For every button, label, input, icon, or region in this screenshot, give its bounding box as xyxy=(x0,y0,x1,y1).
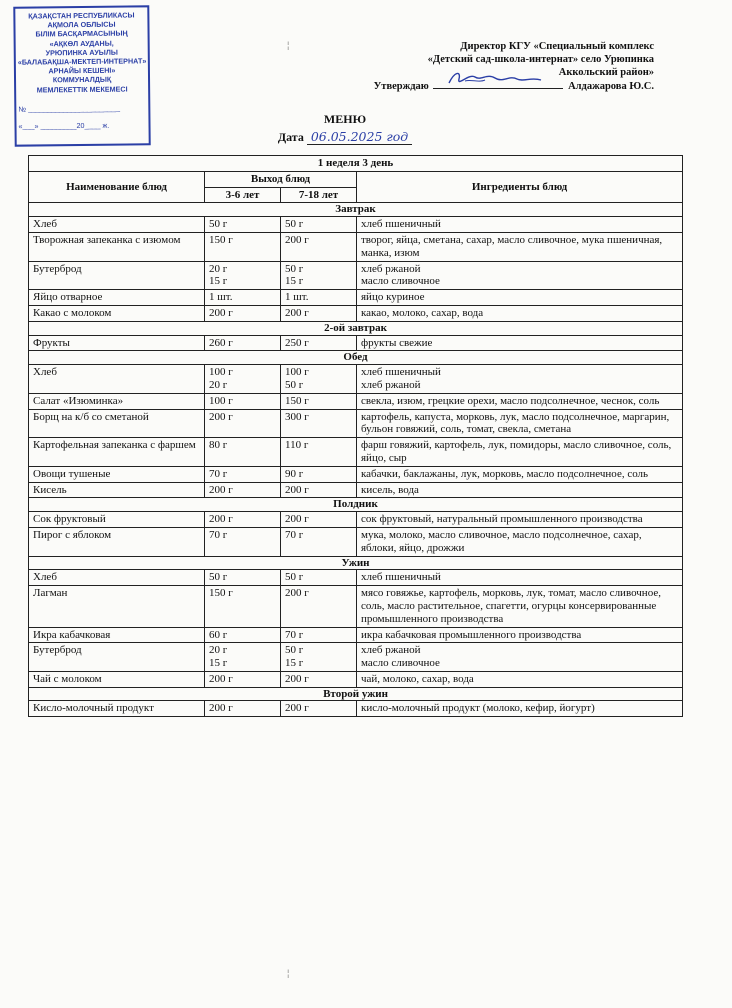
ingredients-value: хлеб пшеничный xyxy=(361,218,441,231)
dish-name: Чай с молоком xyxy=(29,671,205,687)
ingredients-value: мясо говяжье, картофель, морковь, лук, томат, масло сливочное, соль, масло растительное, спагетти, огурцы консервированные промышленного производства xyxy=(361,587,661,625)
table-row xyxy=(29,365,683,394)
portion-7-18-cell xyxy=(281,261,357,290)
date-label: Дата xyxy=(277,130,304,144)
section-row xyxy=(29,498,683,512)
scan-mark: ¦ xyxy=(287,40,290,50)
table-row xyxy=(29,393,683,409)
portion-3-6-cell xyxy=(205,217,281,233)
portion-7-18-value: 50 г xyxy=(285,571,304,584)
approver-name: Алдажарова Ю.С. xyxy=(568,81,654,92)
section-row xyxy=(29,687,683,701)
table-row xyxy=(29,305,683,321)
approve-line xyxy=(324,79,654,93)
ingredients-value: хлеб пшеничный xyxy=(361,571,441,584)
ingredients-cell xyxy=(357,393,683,409)
scan-mark: ¦ xyxy=(287,968,290,978)
portion-3-6-value: 100 г xyxy=(209,394,233,407)
ingredients-cell xyxy=(357,409,683,438)
date-value: 06.05.2025 год xyxy=(307,129,412,145)
portion-3-6-value: 20 г xyxy=(209,644,228,657)
portion-7-18-cell xyxy=(281,409,357,438)
ingredients-value: кисло-молочный продукт (молоко, кефир, йогурт) xyxy=(361,702,595,715)
portion-3-6-cell xyxy=(205,482,281,498)
portion-7-18-cell xyxy=(281,217,357,233)
ingredients-cell xyxy=(357,290,683,306)
ingredients-value: фарш говяжий, картофель, лук, помидоры, масло сливочное, соль, яйцо, сыр xyxy=(361,439,672,464)
ingredients-value: творог, яйца, сметана, сахар, масло сливочное, мука пшеничная, манка, изюм xyxy=(361,233,663,259)
page-title: МЕНЮ xyxy=(323,112,367,126)
portion-3-6-value: 50 г xyxy=(209,571,228,584)
dish-name: Бутерброд xyxy=(29,261,205,290)
signature-icon xyxy=(445,67,545,89)
portion-3-6-cell xyxy=(205,627,281,643)
dish-name: Хлеб xyxy=(29,217,205,233)
portion-3-6-value: 200 г xyxy=(209,306,233,319)
dish-name: Икра кабачковая xyxy=(29,627,205,643)
stamp-number: № _______________________ xyxy=(18,103,121,114)
dish-name: Бутерброд xyxy=(29,643,205,672)
ingredients-value: фрукты свежие xyxy=(361,336,433,349)
portion-3-6-value: 150 г xyxy=(209,233,233,246)
portion-3-6-cell xyxy=(205,305,281,321)
ingredients-cell xyxy=(357,627,683,643)
portion-3-6-cell xyxy=(205,261,281,290)
portion-3-6-cell xyxy=(205,671,281,687)
portion-3-6-cell xyxy=(205,290,281,306)
col-header-name: Наименование блюд xyxy=(29,171,205,203)
table-row xyxy=(29,570,683,586)
portion-3-6-value: 15 г xyxy=(209,275,228,288)
stamp-line: «АҚКӨЛ АУДАНЫ, xyxy=(49,38,114,48)
portion-3-6-cell xyxy=(205,512,281,528)
section-title: Полдник xyxy=(29,498,683,512)
portion-7-18-cell xyxy=(281,512,357,528)
section-title: 2-ой завтрак xyxy=(29,321,683,335)
table-row xyxy=(29,261,683,290)
portion-7-18-value: 200 г xyxy=(285,672,309,685)
table-row xyxy=(29,438,683,467)
table-row xyxy=(29,290,683,306)
portion-7-18-value: 100 г xyxy=(285,366,309,379)
portion-7-18-value: 110 г xyxy=(285,439,309,452)
portion-3-6-value: 100 г xyxy=(209,366,233,379)
section-row xyxy=(29,556,683,570)
ingredients-value: кисель, вода xyxy=(361,483,419,496)
portion-3-6-cell xyxy=(205,232,281,261)
header-line: Директор КГУ «Специальный комплекс xyxy=(460,41,654,52)
table-row xyxy=(29,482,683,498)
ingredients-value: яйцо куриное xyxy=(361,291,425,304)
portion-3-6-value: 60 г xyxy=(209,628,228,641)
dish-name: Лагман xyxy=(29,586,205,627)
week-day-header: 1 неделя 3 день xyxy=(29,156,683,172)
ingredients-value: мука, молоко, масло сливочное, масло подсолнечное, сахар, яблоки, яйцо, дрожжи xyxy=(361,528,642,554)
table-row xyxy=(29,627,683,643)
portion-7-18-value: 50 г xyxy=(285,262,304,275)
table-row xyxy=(29,512,683,528)
portion-3-6-cell xyxy=(205,527,281,556)
stamp-line: АРНАЙЫ КЕШЕНІ» xyxy=(48,65,116,76)
portion-7-18-cell xyxy=(281,393,357,409)
table-header-row xyxy=(29,171,683,187)
approval-header xyxy=(324,40,654,93)
portion-7-18-value: 90 г xyxy=(285,467,304,480)
portion-3-6-value: 200 г xyxy=(209,702,233,715)
portion-7-18-cell xyxy=(281,482,357,498)
portion-3-6-cell xyxy=(205,586,281,627)
portion-7-18-value: 15 г xyxy=(285,275,304,288)
dish-name: Хлеб xyxy=(29,365,205,394)
portion-7-18-value: 250 г xyxy=(285,336,309,349)
dish-name: Картофельная запеканка с фаршем xyxy=(29,438,205,467)
portion-3-6-value: 1 шт. xyxy=(209,291,233,304)
portion-7-18-cell xyxy=(281,671,357,687)
portion-7-18-value: 200 г xyxy=(285,702,309,715)
ingredients-cell xyxy=(357,335,683,351)
dish-name: Салат «Изюминка» xyxy=(29,393,205,409)
dish-name: Кисель xyxy=(29,482,205,498)
table-row xyxy=(29,409,683,438)
stamp-line: МЕМЛЕКЕТТІК МЕКЕМЕСІ xyxy=(36,84,128,95)
date-line xyxy=(0,129,690,145)
portion-7-18-cell xyxy=(281,305,357,321)
ingredients-value: чай, молоко, сахар, вода xyxy=(361,672,474,685)
header-line: «Детский сад-школа-интернат» село Урюпинка xyxy=(427,54,654,65)
stamp-line: УРЮПИНКА АУЫЛЫ xyxy=(45,47,118,58)
ingredients-value: икра кабачковая промышленного производства xyxy=(361,628,582,641)
dish-name: Овощи тушеные xyxy=(29,466,205,482)
ingredients-cell xyxy=(357,466,683,482)
portion-3-6-cell xyxy=(205,393,281,409)
portion-3-6-value: 70 г xyxy=(209,467,228,480)
portion-7-18-cell xyxy=(281,643,357,672)
portion-3-6-value: 200 г xyxy=(209,672,233,685)
ingredients-value: сок фруктовый, натуральный промышленного производства xyxy=(361,513,643,526)
portion-7-18-value: 200 г xyxy=(285,483,309,496)
ingredients-cell xyxy=(357,701,683,717)
ingredients-cell xyxy=(357,365,683,394)
dish-name: Пирог с яблоком xyxy=(29,527,205,556)
dish-name: Какао с молоком xyxy=(29,305,205,321)
portion-7-18-value: 15 г xyxy=(285,657,304,670)
section-row xyxy=(29,351,683,365)
table-row xyxy=(29,643,683,672)
table-row xyxy=(29,232,683,261)
stamp-line: АҚМОЛА ОБЛЫСЫ xyxy=(47,19,116,30)
ingredients-cell xyxy=(357,527,683,556)
ingredients-value: кабачки, баклажаны, лук, морковь, масло подсолнечное, соль xyxy=(361,467,649,480)
portion-7-18-value: 200 г xyxy=(285,513,309,526)
ingredients-cell xyxy=(357,570,683,586)
portion-7-18-cell xyxy=(281,570,357,586)
ingredients-cell xyxy=(357,586,683,627)
portion-3-6-cell xyxy=(205,643,281,672)
menu-table xyxy=(28,155,683,717)
col-header-age-3-6: 3-6 лет xyxy=(205,187,281,203)
portion-7-18-cell xyxy=(281,527,357,556)
col-header-ingredients: Ингредиенты блюд xyxy=(357,171,683,203)
ingredients-cell xyxy=(357,305,683,321)
dish-name: Творожная запеканка с изюмом xyxy=(29,232,205,261)
portion-7-18-value: 200 г xyxy=(285,306,309,319)
dish-name: Борщ на к/б со сметаной xyxy=(29,409,205,438)
ingredients-value: картофель, капуста, морковь, лук, масло подсолнечное, маргарин, бульон говяжий, соль, томат, свекла, сметана xyxy=(361,410,670,436)
portion-3-6-value: 200 г xyxy=(209,483,233,496)
ingredients-cell xyxy=(357,232,683,261)
portion-7-18-value: 70 г xyxy=(285,528,304,541)
ingredients-cell xyxy=(357,482,683,498)
portion-7-18-value: 50 г xyxy=(285,644,304,657)
dish-name: Фрукты xyxy=(29,335,205,351)
portion-7-18-value: 70 г xyxy=(285,628,304,641)
stamp-line: «БАЛАБАҚША-МЕКТЕП-ИНТЕРНАТ» xyxy=(17,56,147,67)
portion-7-18-value: 50 г xyxy=(285,218,304,231)
portion-3-6-value: 260 г xyxy=(209,336,233,349)
portion-3-6-cell xyxy=(205,365,281,394)
ingredients-value: хлеб пшеничный xyxy=(361,366,441,379)
portion-7-18-cell xyxy=(281,466,357,482)
portion-7-18-value: 200 г xyxy=(285,587,309,600)
portion-3-6-value: 200 г xyxy=(209,513,233,526)
ingredients-value: свекла, изюм, грецкие орехи, масло подсолнечное, чеснок, соль xyxy=(361,394,660,407)
table-row xyxy=(29,701,683,717)
table-row xyxy=(29,335,683,351)
portion-7-18-cell xyxy=(281,290,357,306)
portion-7-18-value: 300 г xyxy=(285,410,309,423)
table-row xyxy=(29,466,683,482)
portion-3-6-value: 70 г xyxy=(209,528,228,541)
portion-7-18-cell xyxy=(281,586,357,627)
ingredients-value: хлеб ржаной xyxy=(361,262,421,275)
portion-7-18-cell xyxy=(281,365,357,394)
portion-3-6-value: 80 г xyxy=(209,439,228,452)
portion-3-6-cell xyxy=(205,438,281,467)
table-row xyxy=(29,217,683,233)
stamp-line: ҚАЗАҚСТАН РЕСПУБЛИКАСЫ xyxy=(28,10,135,21)
portion-7-18-value: 200 г xyxy=(285,233,309,246)
portion-7-18-cell xyxy=(281,627,357,643)
portion-7-18-value: 50 г xyxy=(285,378,304,391)
portion-7-18-value: 1 шт. xyxy=(285,291,309,304)
section-title: Второй ужин xyxy=(29,687,683,701)
section-title: Обед xyxy=(29,351,683,365)
dish-name: Сок фруктовый xyxy=(29,512,205,528)
portion-7-18-cell xyxy=(281,232,357,261)
ingredients-value: масло сливочное xyxy=(361,275,440,288)
portion-3-6-value: 200 г xyxy=(209,410,233,423)
ingredients-cell xyxy=(357,643,683,672)
portion-7-18-cell xyxy=(281,701,357,717)
portion-3-6-value: 50 г xyxy=(209,218,228,231)
ingredients-value: хлеб ржаной xyxy=(361,378,421,391)
ingredients-value: хлеб ржаной xyxy=(361,644,421,657)
portion-3-6-cell xyxy=(205,335,281,351)
portion-7-18-value: 150 г xyxy=(285,394,309,407)
portion-3-6-cell xyxy=(205,570,281,586)
menu-title-block xyxy=(0,112,690,145)
stamp-line: БІЛІМ БАСҚАРМАСЫНЫҢ xyxy=(35,28,128,39)
portion-3-6-value: 150 г xyxy=(209,587,233,600)
portion-7-18-cell xyxy=(281,438,357,467)
ingredients-cell xyxy=(357,261,683,290)
portion-3-6-cell xyxy=(205,409,281,438)
header-line: Аккольский район» xyxy=(558,67,654,78)
dish-name: Яйцо отварное xyxy=(29,290,205,306)
approve-label: Утверждаю xyxy=(373,81,429,92)
section-row xyxy=(29,203,683,217)
portion-7-18-cell xyxy=(281,335,357,351)
col-header-age-7-18: 7-18 лет xyxy=(281,187,357,203)
dish-name: Хлеб xyxy=(29,570,205,586)
section-title: Завтрак xyxy=(29,203,683,217)
ingredients-value: какао, молоко, сахар, вода xyxy=(361,306,484,319)
section-title: Ужин xyxy=(29,556,683,570)
table-row xyxy=(29,586,683,627)
ingredients-cell xyxy=(357,512,683,528)
col-header-output: Выход блюд xyxy=(205,171,357,187)
menu-body xyxy=(29,203,683,717)
portion-3-6-value: 15 г xyxy=(209,657,228,670)
portion-3-6-cell xyxy=(205,701,281,717)
table-row xyxy=(29,671,683,687)
stamp-date: «___» _________20____ ж. xyxy=(18,120,110,131)
table-header-row xyxy=(29,156,683,172)
portion-3-6-cell xyxy=(205,466,281,482)
ingredients-cell xyxy=(357,217,683,233)
portion-3-6-value: 20 г xyxy=(209,262,228,275)
ingredients-value: масло сливочное xyxy=(361,657,440,670)
ingredients-cell xyxy=(357,438,683,467)
dish-name: Кисло-молочный продукт xyxy=(29,701,205,717)
stamp-line: КОММУНАЛДЫҚ xyxy=(52,75,112,85)
signature-field xyxy=(433,79,563,89)
portion-3-6-value: 20 г xyxy=(209,378,228,391)
section-row xyxy=(29,321,683,335)
ingredients-cell xyxy=(357,671,683,687)
table-row xyxy=(29,527,683,556)
